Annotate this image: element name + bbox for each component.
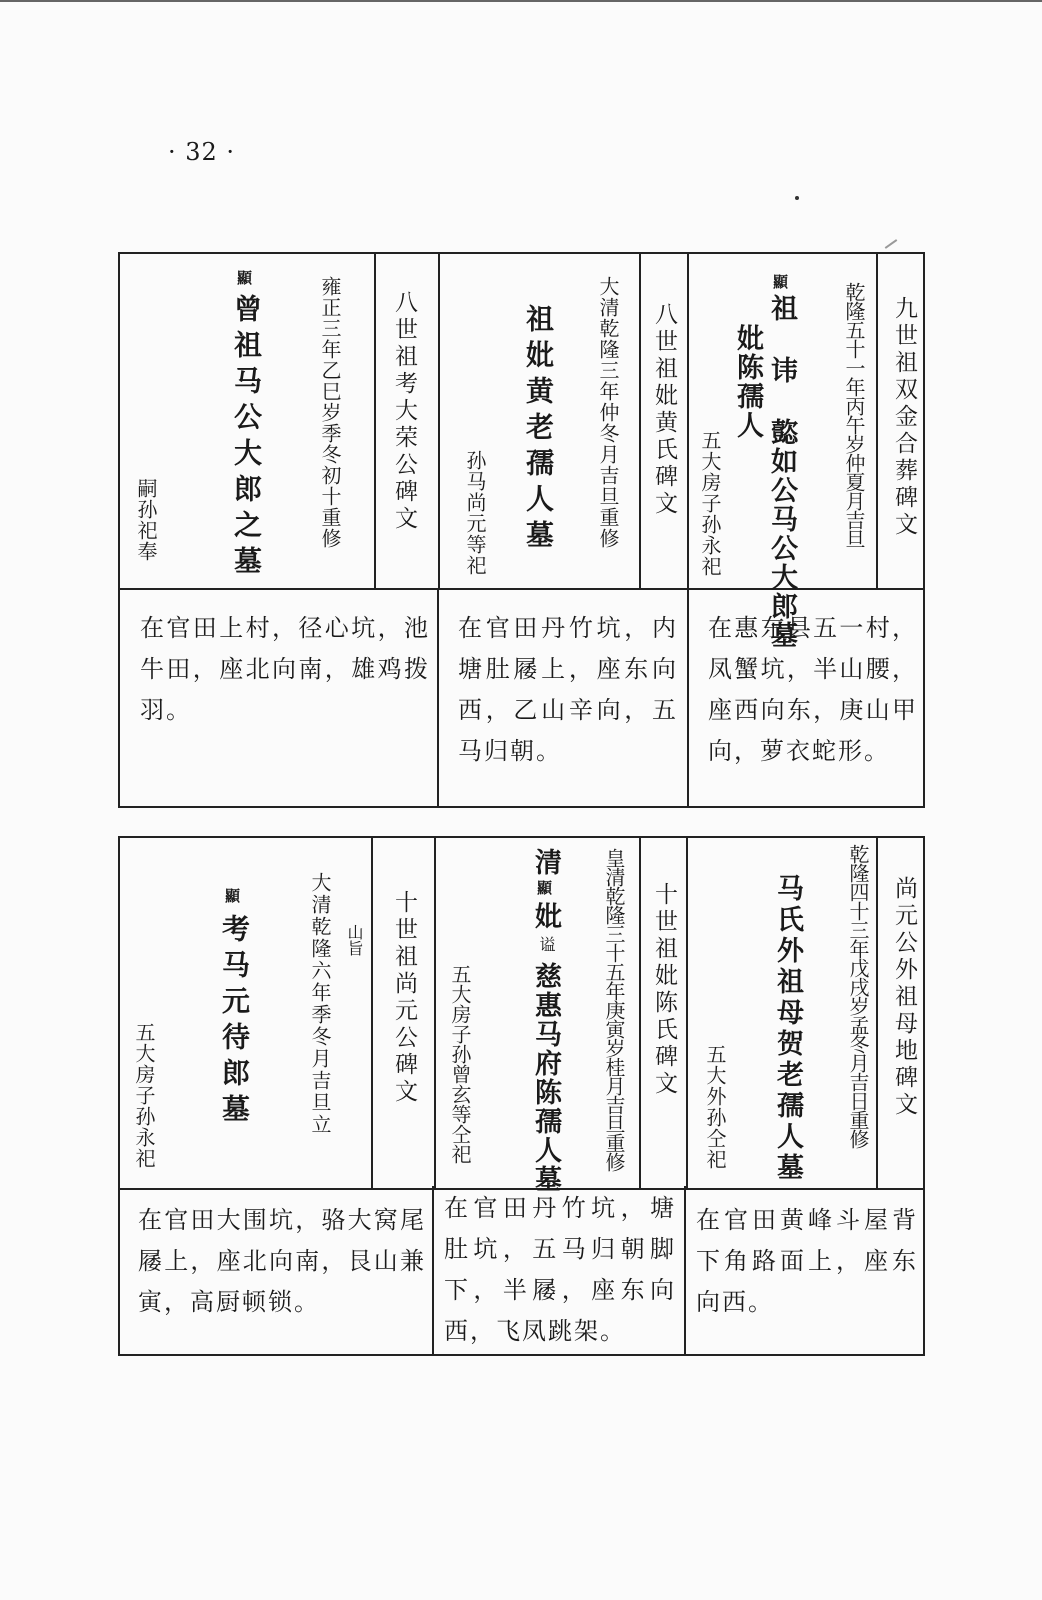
speck [795,196,799,200]
stele-title: 尚元公外祖母地碑文 [891,876,917,1119]
divider [438,254,440,588]
stele-title: 八世祖妣黄氏碑文 [651,302,677,518]
location-row [120,588,923,806]
location-text: 在官田丹竹坑，塘肚坑，五马归朝脚下，半㞜，座东向西，飞凤跳架。 [444,1194,676,1345]
divider [876,838,878,1188]
divider [639,254,641,588]
location-text: 在官田大围坑，骆大窝尾㞜上，座北向南，艮山兼寅，高厨顿锁。 [138,1206,426,1316]
stele-signatory: 五大房子孙永祀 [132,1022,156,1169]
honorific-xian: 顯 [771,274,789,289]
divider [374,254,376,588]
stele-date: 大清乾隆六年季冬月吉旦立 [308,872,332,1136]
stele-signatory: 嗣孙祀奉 [134,478,158,562]
stele-date: 乾隆四十三年戊戌岁孟冬月吉日重修 [846,844,870,1148]
stele-title: 八世祖考大荣公碑文 [391,290,417,533]
divider [684,1186,686,1354]
posthumous-mark: 谥 [537,936,556,952]
stele-signatory: 五大房子孙曾玄等仝祀 [448,964,472,1164]
stele-signatory: 五大外孙仝祀 [703,1044,727,1170]
stele-signatory: 孙马尚元等祀 [463,450,487,576]
stele-title: 九世祖双金合葬碑文 [891,296,917,539]
location-text: 在官田黄峰斗屋背下角路面上，座东向西。 [696,1206,918,1316]
divider [437,588,439,806]
stele-main-text: 马氏外祖母贺老孺人墓 [772,874,803,1184]
stele-date: 乾隆五十一年丙午岁仲夏月吉旦 [842,282,866,548]
stele-title: 十世祖尚元公碑文 [391,890,417,1106]
inscription-row [120,254,923,650]
divider [876,254,878,588]
location-row [120,1186,923,1354]
inscription-row [120,838,923,1194]
stele-main-text-2: 妣陈孺人 [732,324,763,440]
divider [639,838,641,1188]
stele-date: 皇清乾隆三十五年庚寅岁桂月吉旦重修 [602,848,626,1171]
divider [432,1186,434,1354]
qing-character: 清 [530,848,561,877]
stele-title: 十世祖妣陈氏碑文 [651,882,677,1098]
stele-main-text: 曾祖马公大郎之墓 [230,294,263,582]
shan-zhi-mark: 山旨 [345,924,364,956]
location-text: 在官田丹竹坑，内塘肚㞜上，座东向西，乙山辛向，五马归朝。 [458,614,678,765]
divider [686,838,688,1188]
inscription-table-1 [118,252,925,808]
divider [687,588,689,806]
pen-mark [885,239,898,249]
stele-date: 雍正三年乙巳岁季冬初十重修 [318,276,342,549]
honorific-xian: 顯 [223,888,241,903]
divider [434,838,436,1188]
stele-main-text-2: 慈惠马府陈孺人墓 [530,962,561,1194]
stele-main-text: 妣 [530,902,561,931]
stele-main-text: 祖 讳 㦤如公马公大郎墓 [766,294,797,650]
top-border-line [0,0,1042,2]
location-text: 在惠东县五一村，凤蟹坑，半山腰，座西向东，庚山甲向，萝衣蛇形。 [708,614,918,765]
stele-main-text: 考马元待郎墓 [218,914,251,1130]
location-text: 在官田上村，径心坑，池牛田，座北向南，雄鸡拨羽。 [140,614,430,724]
honorific-xian: 顯 [235,270,253,285]
divider [687,254,689,588]
inscription-table-2 [118,836,925,1356]
page-number: · 32 · [168,138,236,166]
honorific-xian: 顯 [535,880,553,895]
stele-signatory: 五大房子孙永祀 [698,430,722,577]
divider [371,838,373,1188]
stele-date: 大清乾隆三年仲冬月吉旦重修 [596,276,620,549]
stele-main-text: 祖妣黄老孺人墓 [522,304,555,556]
